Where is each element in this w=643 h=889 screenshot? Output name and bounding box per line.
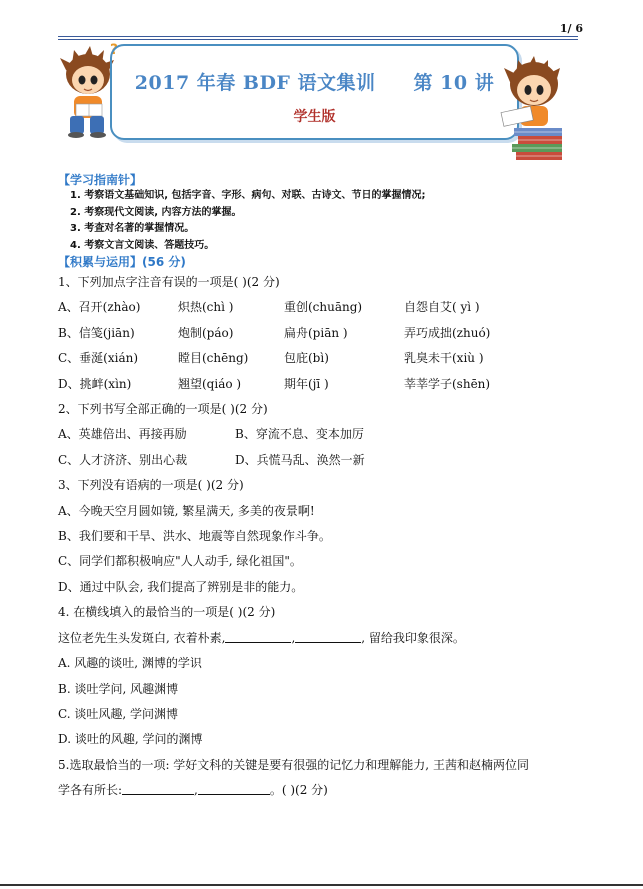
question-4-option-b: B. 谈吐学问, 风趣渊博 xyxy=(58,681,179,696)
option-cell: 扁舟(piān ) xyxy=(284,325,348,340)
student-books-illustration xyxy=(494,52,578,164)
option-cell: D、挑衅(xìn) xyxy=(58,376,132,391)
question-3-option-d: D、通过中队会, 我们提高了辨别是非的能力。 xyxy=(58,579,304,594)
option-cell: 期年(jī ) xyxy=(284,376,329,391)
option-cell: 乳臭未干(xiù ) xyxy=(404,351,484,366)
question-1-row-a xyxy=(58,295,588,320)
header-rule-thin xyxy=(58,39,578,40)
banner-title-course: 2017 年春 BDF 语文集训 xyxy=(134,72,376,94)
option-cell: 自怨自艾( yì ) xyxy=(404,300,480,315)
question-1-row-b xyxy=(58,321,588,346)
sentence-separator: , xyxy=(194,783,198,798)
header-rule xyxy=(58,36,578,37)
banner-subtitle: 学生版 xyxy=(293,109,336,125)
question-1-stem: 1、下列加点字注音有误的一项是( )(2 分) xyxy=(58,275,280,289)
question-5-blanks xyxy=(58,778,588,803)
question-2-row-2 xyxy=(58,448,588,473)
option-cell: B、信笺(jiān) xyxy=(58,325,135,340)
guide-item: 1. 考察语文基础知识, 包括字音、字形、病句、对联、古诗文、节日的掌握情况; xyxy=(70,190,426,201)
option-cell: B、穿流不息、变本加厉 xyxy=(235,427,364,442)
sentence-text: , 留给我印象很深。 xyxy=(361,630,465,645)
banner-title-lesson: 第 10 讲 xyxy=(413,72,495,94)
question-2-stem: 2、下列书写全部正确的一项是( )(2 分) xyxy=(58,402,268,417)
sentence-text: 这位老先生头发斑白, 衣着朴素, xyxy=(58,630,226,645)
option-cell: 包庇(bì) xyxy=(284,351,329,366)
question-3-stem: 3、下列没有语病的一项是( )(2 分) xyxy=(58,478,244,493)
sentence-separator: , xyxy=(291,630,296,645)
option-cell: C、垂涎(xián) xyxy=(58,351,139,366)
option-cell: D、兵慌马乱、涣然一新 xyxy=(235,452,365,467)
option-cell: 炮制(páo) xyxy=(178,325,234,340)
fill-blank[interactable] xyxy=(122,782,194,795)
lesson-banner xyxy=(110,44,519,140)
svg-text:?: ? xyxy=(110,42,119,58)
option-cell: 弄巧成拙(zhuó) xyxy=(404,325,491,340)
question-3-option-a: A、今晚天空月圆如镜, 繁星满天, 多美的夜景啊! xyxy=(58,503,315,518)
question-4-sentence xyxy=(58,626,588,651)
option-cell: 翘望(qiáo ) xyxy=(178,376,242,391)
option-cell: A、召开(zhào) xyxy=(58,300,141,315)
fill-blank[interactable] xyxy=(198,782,270,795)
sentence-text: 学各有所长: xyxy=(58,783,123,798)
guide-heading: 【学习指南针】 xyxy=(58,173,143,187)
guide-item: 4. 考察文言文阅读、答题技巧。 xyxy=(70,239,215,251)
question-4-option-d: D. 谈吐的风趣, 学问的渊博 xyxy=(58,732,203,747)
question-2-row-1 xyxy=(58,422,588,447)
option-cell: 炽热(chì ) xyxy=(178,300,234,315)
option-cell: 瞠目(chēng) xyxy=(178,351,249,366)
question-1-row-c xyxy=(58,346,588,371)
option-cell: 重创(chuāng) xyxy=(284,300,363,315)
footer-rule xyxy=(0,884,643,886)
question-3-option-b: B、我们要和干旱、洪水、地震等自然现象作斗争。 xyxy=(58,529,331,544)
question-4-stem: 4. 在横线填入的最恰当的一项是( )(2 分) xyxy=(58,605,276,620)
worksheet-body xyxy=(58,172,588,804)
guide-item: 3. 考查对名著的掌握情况。 xyxy=(70,223,195,234)
accumulation-heading: 【积累与运用】(56 分) xyxy=(58,255,186,269)
question-4-option-c: C. 谈吐风趣, 学问渊博 xyxy=(58,706,179,721)
banner-title xyxy=(112,68,517,95)
option-cell: A、英雄倍出、再接再励 xyxy=(58,427,187,442)
question-3-option-c: C、同学们都积极响应"人人动手, 绿化祖国"。 xyxy=(58,554,302,569)
option-cell: C、人才济济、别出心裁 xyxy=(58,452,188,467)
sentence-text: 。( )(2 分) xyxy=(269,783,328,798)
fill-blank[interactable] xyxy=(295,630,361,643)
fill-blank[interactable] xyxy=(225,630,291,643)
page-number: 1/ 6 xyxy=(559,22,583,35)
option-cell: 莘莘学子(shēn) xyxy=(404,376,491,391)
question-1-row-d xyxy=(58,372,588,397)
question-5-stem: 5.选取最恰当的一项: 学好文科的关键是要有很强的记忆力和理解能力, 王茜和赵楠两位同 xyxy=(58,757,529,772)
guide-item: 2. 考察现代文阅读, 内容方法的掌握。 xyxy=(70,206,242,218)
question-4-option-a: A. 风趣的谈吐, 渊博的学识 xyxy=(58,656,202,671)
